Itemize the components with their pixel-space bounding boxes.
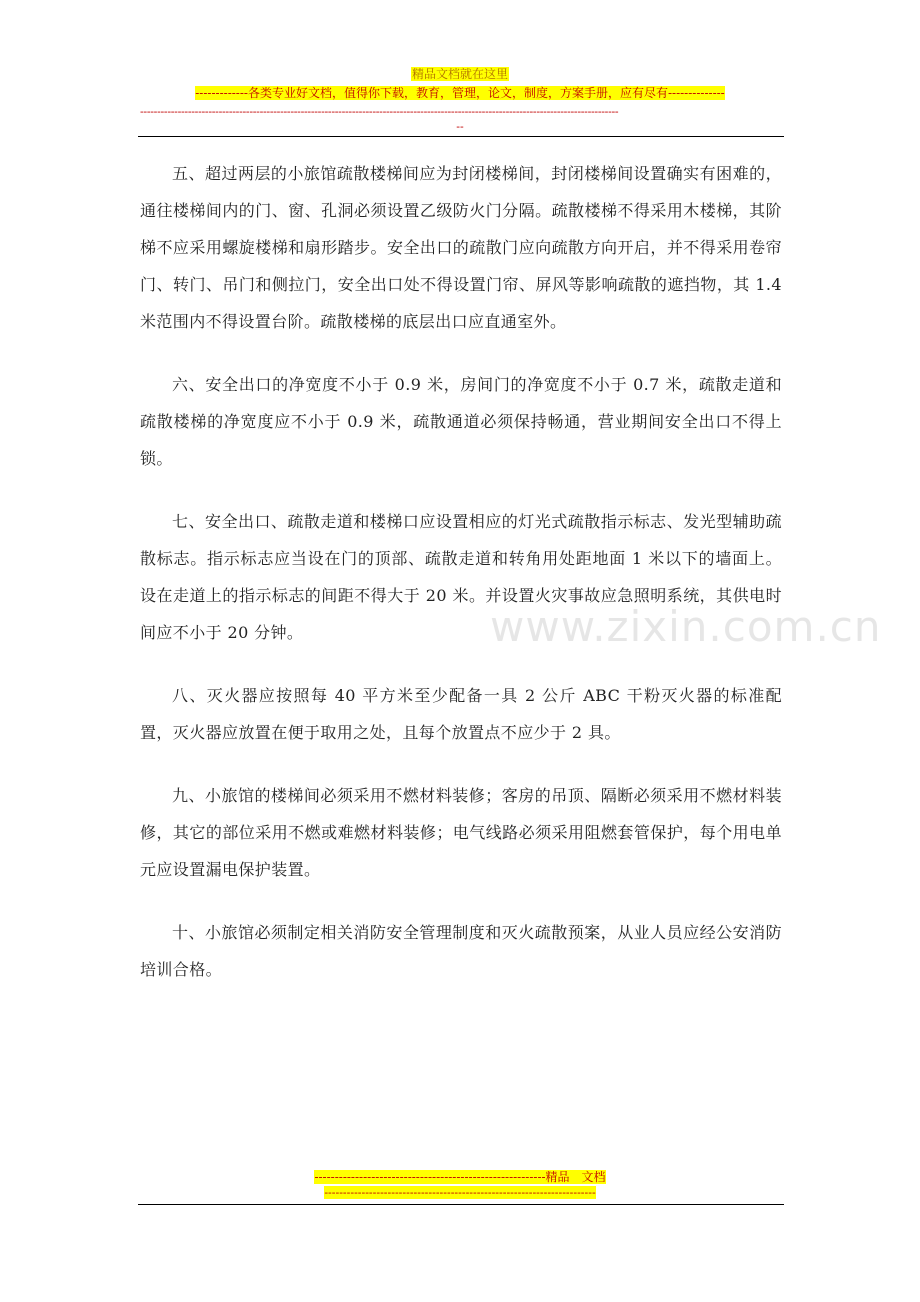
header-dash-tail: -- [456,120,464,133]
paragraph-6: 六、安全出口的净宽度不小于 0.9 米，房间门的净宽度不小于 0.7 米，疏散走道和疏散楼梯的净宽度应不小于 0.9 米，疏散通道必须保持畅通，营业期间安全出口不得上锁。 [140,375,782,468]
watermark: www.zixin.com.cn [490,602,882,651]
header-dash-line: -------------------------------------------------------------------------------------------------------------------------------------------- [140,105,619,118]
document-body [140,155,782,1014]
paragraph-7: 七、安全出口、疏散走道和楼梯口应设置相应的灯光式疏散指示标志、发光型辅助疏散标志。指示标志应当设在门的顶部、疏散走道和转角用处距地面 1 米以下的墙面上。设在走道上的指示标志的间距不得大于 20 米。并设置火灾事故应急照明系统，其供电时间应不小于 20 分钟。 [140,512,782,642]
footer-dash-line: ------------------------------------------------------------------------- [324,1186,596,1199]
paragraph-8: 八、灭火器应按照每 40 平方米至少配备一具 2 公斤 ABC 干粉灭火器的标准配置，灭火器应放置在便于取用之处，且每个放置点不应少于 2 具。 [140,686,782,742]
paragraph-9: 九、小旅馆的楼梯间必须采用不燃材料装修；客房的吊顶、隔断必须采用不燃材料装修，其它的部位采用不燃或难燃材料装修；电气线路必须采用阻燃套管保护，每个用电单元应设置漏电保护装置。 [140,786,782,879]
footer-banner: ---------------------------------------------------------精品 文档 [314,1170,606,1184]
footer-divider [138,1204,784,1205]
header-banner: -------------各类专业好文档，值得你下载，教育，管理，论文，制度，方案手册，应有尽有-------------- [195,86,725,100]
paragraph-10: 十、小旅馆必须制定相关消防安全管理制度和灭火疏散预案，从业人员应经公安消防培训合格。 [140,923,782,979]
header-title: 精品文档就在这里 [411,67,508,81]
paragraph-5: 五、超过两层的小旅馆疏散楼梯间应为封闭楼梯间，封闭楼梯间设置确实有困难的，通往楼梯间内的门、窗、孔洞必须设置乙级防火门分隔。疏散楼梯不得采用木楼梯，其阶梯不应采用螺旋楼梯和扇形踏步。安全出口的疏散门应向疏散方向开启，并不得采用卷帘门、转门、吊门和侧拉门，安全出口处不得设置门帘、屏风等影响疏散的遮挡物，其 1.4 米范围内不得设置台阶。疏散楼梯的底层出口应直通室外。 [140,164,782,331]
header-divider [138,136,784,137]
